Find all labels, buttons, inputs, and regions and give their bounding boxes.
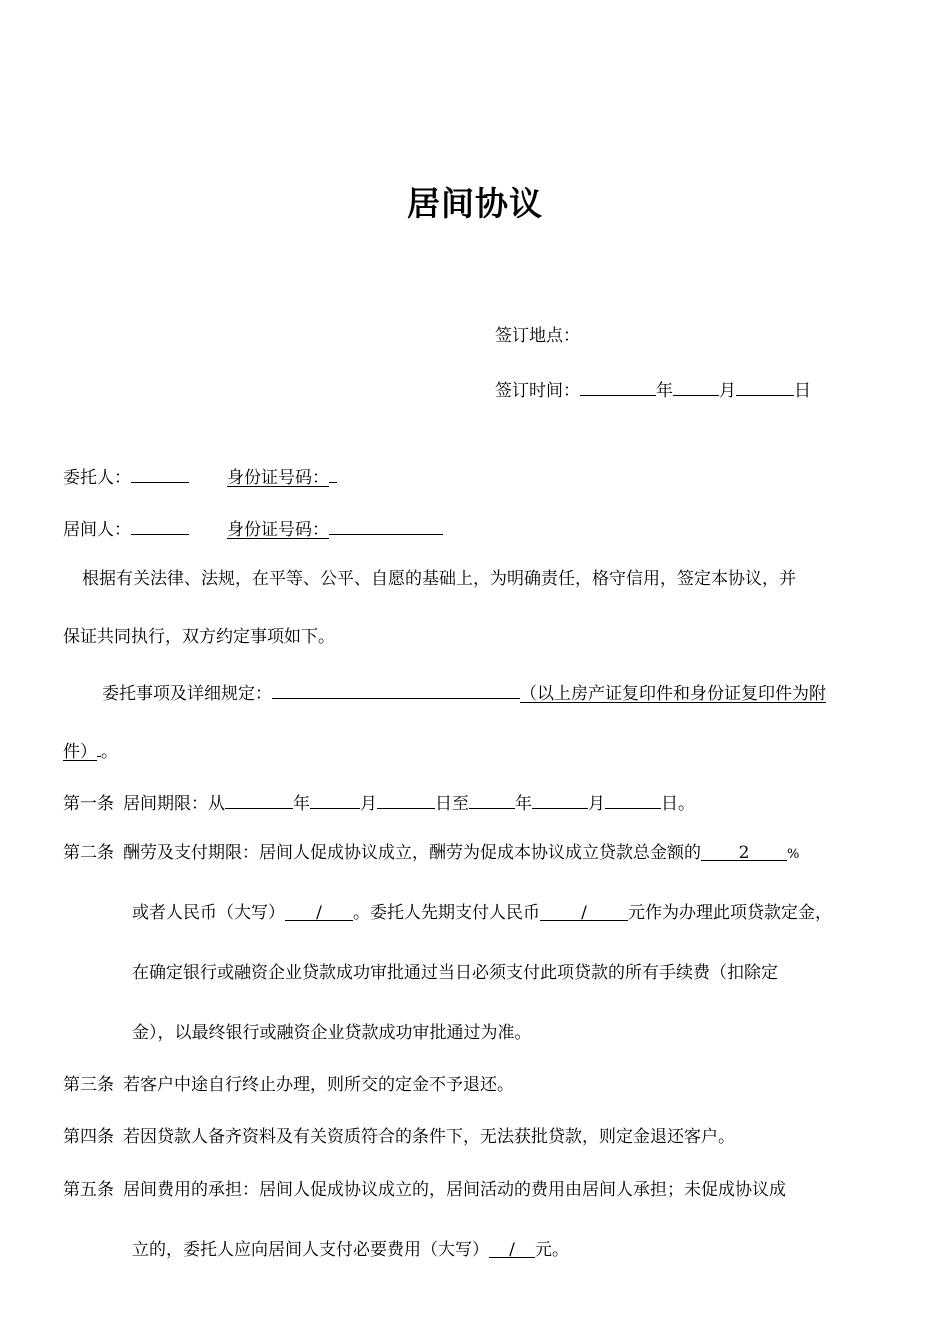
article-2-number: 第二条 — [63, 843, 114, 863]
a2-slash2-blank[interactable]: / — [540, 902, 628, 921]
a1-month-label: 月 — [360, 794, 377, 814]
sign-month-blank[interactable] — [673, 377, 719, 396]
broker-id-blank[interactable] — [329, 516, 443, 535]
a5-slash-blank[interactable]: / — [489, 1239, 535, 1258]
entrust-blank[interactable] — [272, 680, 520, 699]
a2-line2-a: 或者人民币（大写） — [132, 903, 285, 923]
entrust-label: 委托事项及详细规定： — [102, 684, 272, 704]
sign-time-label: 签订时间： — [495, 381, 580, 401]
a2-line2-b: 。委托人先期支付人民币 — [353, 903, 540, 923]
a1-year-blank[interactable] — [225, 790, 293, 809]
article-1 — [63, 790, 695, 815]
entrust-row-2 — [63, 738, 118, 763]
sign-year-label: 年 — [656, 381, 673, 401]
entrust-row — [102, 680, 826, 705]
client-id-label: 身份证号码： — [227, 468, 329, 488]
article-3-text: 若客户中途自行终止办理，则所交的定金不予退还。 — [123, 1075, 514, 1095]
article-2-line-1: 酬劳及支付期限：居间人促成协议成立，酬劳为促成本协议成立贷款总金额的 — [123, 843, 701, 863]
client-row — [63, 464, 337, 489]
article-2-line-2 — [132, 902, 832, 924]
client-label: 委托人： — [63, 468, 131, 488]
broker-name-blank[interactable] — [131, 516, 189, 535]
article-4-text: 若因贷款人备齐资料及有关资质符合的条件下，无法获批贷款，则定金退还客户。 — [123, 1127, 735, 1147]
article-3-number: 第三条 — [63, 1075, 114, 1095]
a1-month-blank[interactable] — [310, 790, 360, 809]
article-5-line-1: 居间费用的承担：居间人促成协议成立的，居间活动的费用由居间人承担；未促成协议成 — [123, 1180, 786, 1200]
a2-slash1-blank[interactable]: / — [285, 902, 353, 921]
a5-line2-b: 元。 — [535, 1240, 569, 1260]
entrust-note: （以上房产证复印件和身份证复印件为附 — [520, 684, 826, 704]
a5-line2-a: 立的，委托人应向居间人支付必要费用（大写） — [132, 1240, 489, 1260]
sign-year-blank[interactable] — [580, 377, 656, 396]
a2-line2-c: 元作为办理此项贷款定金， — [628, 903, 832, 923]
article-5-line-2 — [132, 1239, 569, 1261]
sign-place-label: 签订地点： — [495, 326, 580, 346]
a2-rate-blank[interactable]: 2 — [701, 842, 787, 861]
a1-month2-label: 月 — [588, 794, 605, 814]
article-3 — [63, 1074, 514, 1096]
client-id-blank[interactable] — [329, 464, 337, 483]
article-5 — [63, 1179, 786, 1201]
article-1-text: 居间期限：从 — [123, 794, 225, 814]
sign-month-label: 月 — [719, 381, 736, 401]
article-5-number: 第五条 — [63, 1180, 114, 1200]
article-2-line-3: 在确定银行或融资企业贷款成功审批通过当日必须支付此项贷款的所有手续费（扣除定 — [132, 963, 778, 983]
entrust-note-end: 件） — [63, 742, 97, 762]
a1-year2-blank[interactable] — [469, 790, 515, 809]
broker-row — [63, 516, 443, 541]
article-4 — [63, 1126, 735, 1148]
article-4-number: 第四条 — [63, 1127, 114, 1147]
document-title: 居间协议 — [407, 184, 543, 223]
broker-label: 居间人： — [63, 520, 131, 540]
sign-day-label: 日 — [794, 381, 811, 401]
a1-day-to-label: 日至 — [435, 794, 469, 814]
a1-month2-blank[interactable] — [532, 790, 588, 809]
client-name-blank[interactable] — [131, 464, 189, 483]
a1-day2-blank[interactable] — [605, 790, 661, 809]
article-2-line-4: 金），以最终银行或融资企业贷款成功审批通过为准。 — [132, 1023, 532, 1043]
intro-line-1: 根据有关法律、法规，在平等、公平、自愿的基础上，为明确责任，格守信用，签定本协议，并 — [82, 569, 796, 589]
sign-place — [495, 325, 580, 347]
sign-time — [495, 377, 811, 402]
article-1-number: 第一条 — [63, 794, 114, 814]
a1-year2-label: 年 — [515, 794, 532, 814]
broker-id-label: 身份证号码： — [227, 520, 329, 540]
intro-line-2: 保证共同执行，双方约定事项如下。 — [63, 627, 335, 647]
a1-day-blank[interactable] — [377, 790, 435, 809]
a1-day-end-label: 日。 — [661, 794, 695, 814]
a1-year-label: 年 — [293, 794, 310, 814]
entrust-end: 。 — [101, 742, 118, 762]
sign-day-blank[interactable] — [736, 377, 794, 396]
article-2 — [63, 842, 799, 866]
a2-percent: % — [787, 847, 800, 862]
